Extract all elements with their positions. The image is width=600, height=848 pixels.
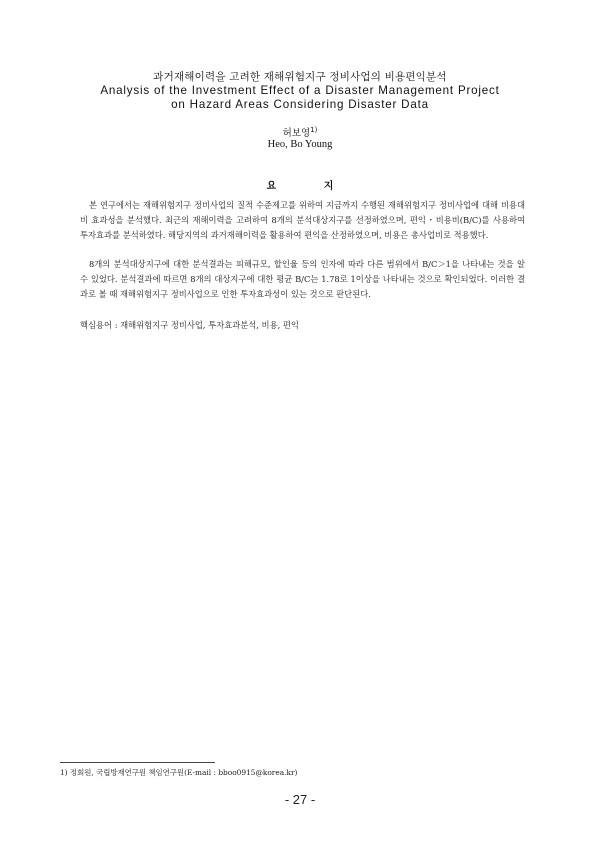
footnote: 1) 정회원, 국립방재연구원 책임연구원(E-mail : bboo0915@korea.kr) (60, 768, 298, 777)
keywords: 핵심용어 : 재해위험지구 정비사업, 투자효과분석, 비용, 편익 (80, 320, 299, 330)
title-english-line2: on Hazard Areas Considering Disaster Data (171, 98, 429, 111)
author-korean-name: 허보영 (282, 128, 311, 139)
abstract-paragraph-1 (80, 198, 525, 243)
title-korean: 과거재해이력을 고려한 재해위험지구 정비사업의 비용편익분석 (153, 71, 447, 83)
author-english: Heo, Bo Young (267, 139, 333, 150)
abstract-paragraph-2 (80, 257, 525, 302)
footnote-divider (60, 762, 215, 763)
abstract-heading: 요 지 (266, 181, 356, 192)
author-footnote-mark: 1) (310, 126, 318, 134)
abstract-paragraph-2-text: 8개의 분석대상지구에 대한 분석결과는 피해규모, 할인율 등의 인자에 따라 다른 범위에서 B/C＞1을 나타내는 것을 알 수 있었다. 분석결과에 따르면 8개의 대상지구에 대한 평균 B/C는 1.78로 1이상을 나타내는 것으로 확인되었다. 이러한 결과로 볼 때 재해위험지구 정비사업으로 인한 투자효과성이 있는 것으로 판단된다. (80, 259, 525, 299)
title-english-line1: Analysis of the Investment Effect of a Disaster Management Project (100, 84, 500, 97)
author-korean (0, 125, 600, 139)
abstract-paragraph-1-text: 본 연구에서는 재해위험지구 정비사업의 질적 수준제고를 위하여 지금까지 수행된 재해위험지구 정비사업에 대해 비용대비 효과성을 분석했다. 최근의 재해이력을 고려하여 8개의 분석대상지구를 선정하였으며, 편익・비용비(B/C)를 사용하여 투자효과를 분석하였다. 해당지역의 과거재해이력을 활용하여 편익을 산정하였으며, 비용은 총사업비로 적용했다. (80, 200, 525, 240)
page-number: - 27 - (284, 792, 316, 807)
